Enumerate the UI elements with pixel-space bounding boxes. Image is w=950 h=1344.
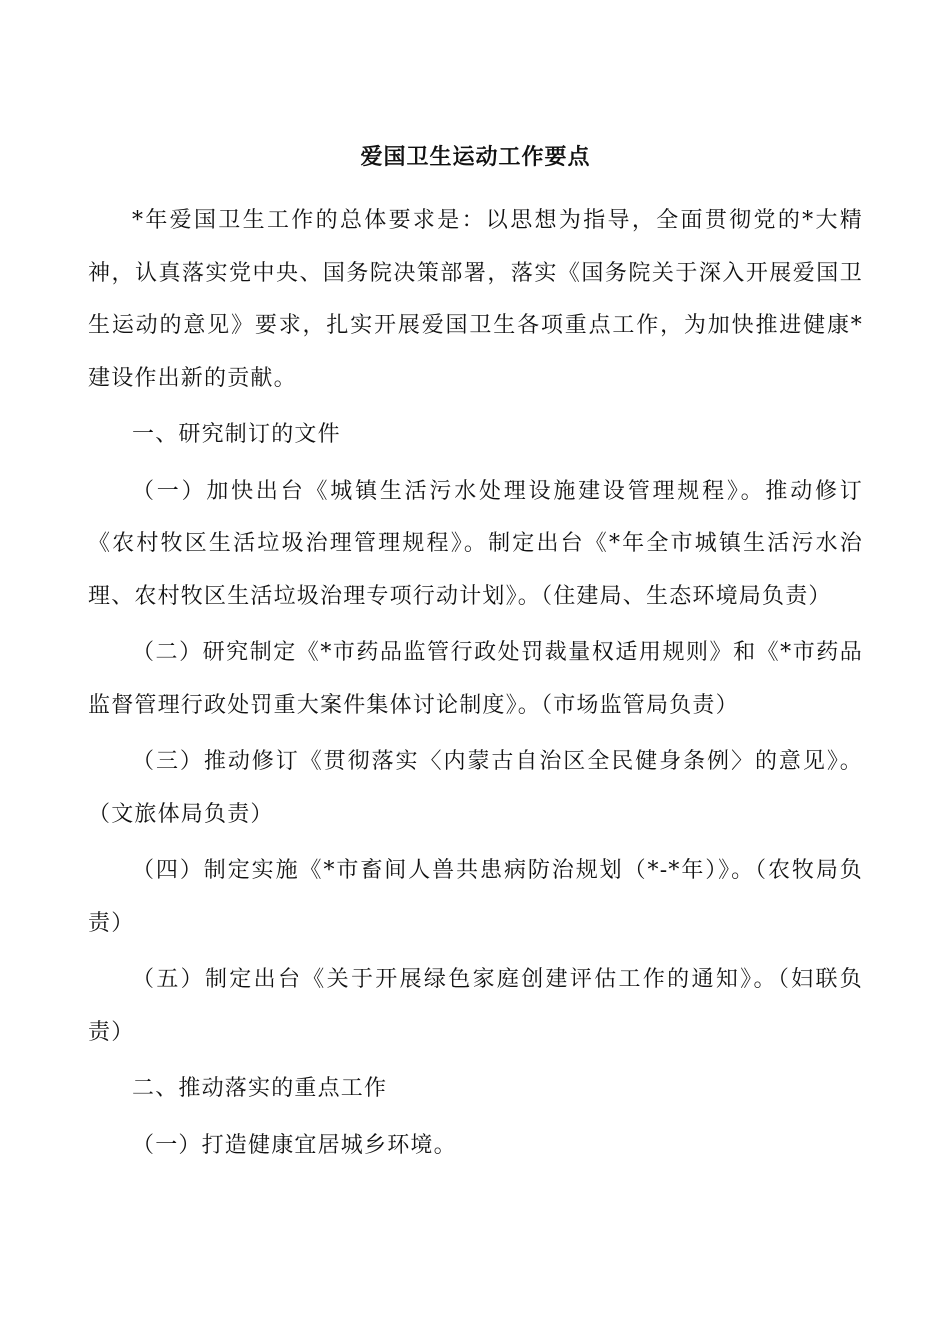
section-1-item-3: （三）推动修订《贯彻落实〈内蒙古自治区全民健身条例〉的意见》。（文旅体局负责） (88, 749, 863, 827)
section-1-item-1: （一）加快出台《城镇生活污水处理设施建设管理规程》。推动修订《农村牧区生活垃圾治理管理规程》。制定出台《*年全市城镇生活污水治理、农村牧区生活垃圾治理专项行动计划》。（住建局、生态环境局负责） (88, 478, 863, 609)
section-1-item-2: （二）研究制定《*市药品监管行政处罚裁量权适用规则》和《*市药品监督管理行政处罚重大案件集体讨论制度》。（市场监管局负责） (88, 640, 863, 718)
section-2-item-1: （一）打造健康宜居城乡环境。 (132, 1132, 457, 1158)
intro-paragraph: *年爱国卫生工作的总体要求是：以思想为指导，全面贯彻党的*大精神，认真落实党中央、国务院决策部署，落实《国务院关于深入开展爱国卫生运动的意见》要求，扎实开展爱国卫生各项重点工作，为加快推进健康*建设作出新的贡献。 (88, 208, 863, 391)
section-1-heading: 一、研究制订的文件 (132, 422, 341, 447)
section-1-item-5: （五）制定出台《关于开展绿色家庭创建评估工作的通知》。（妇联负责） (88, 967, 863, 1045)
document-title: 爱国卫生运动工作要点 (360, 144, 591, 170)
section-1-item-4: （四）制定实施《*市畜间人兽共患病防治规划（*-*年）》。（农牧局负责） (88, 858, 863, 936)
section-2-heading: 二、推动落实的重点工作 (132, 1076, 388, 1101)
document-page (88, 135, 863, 1174)
